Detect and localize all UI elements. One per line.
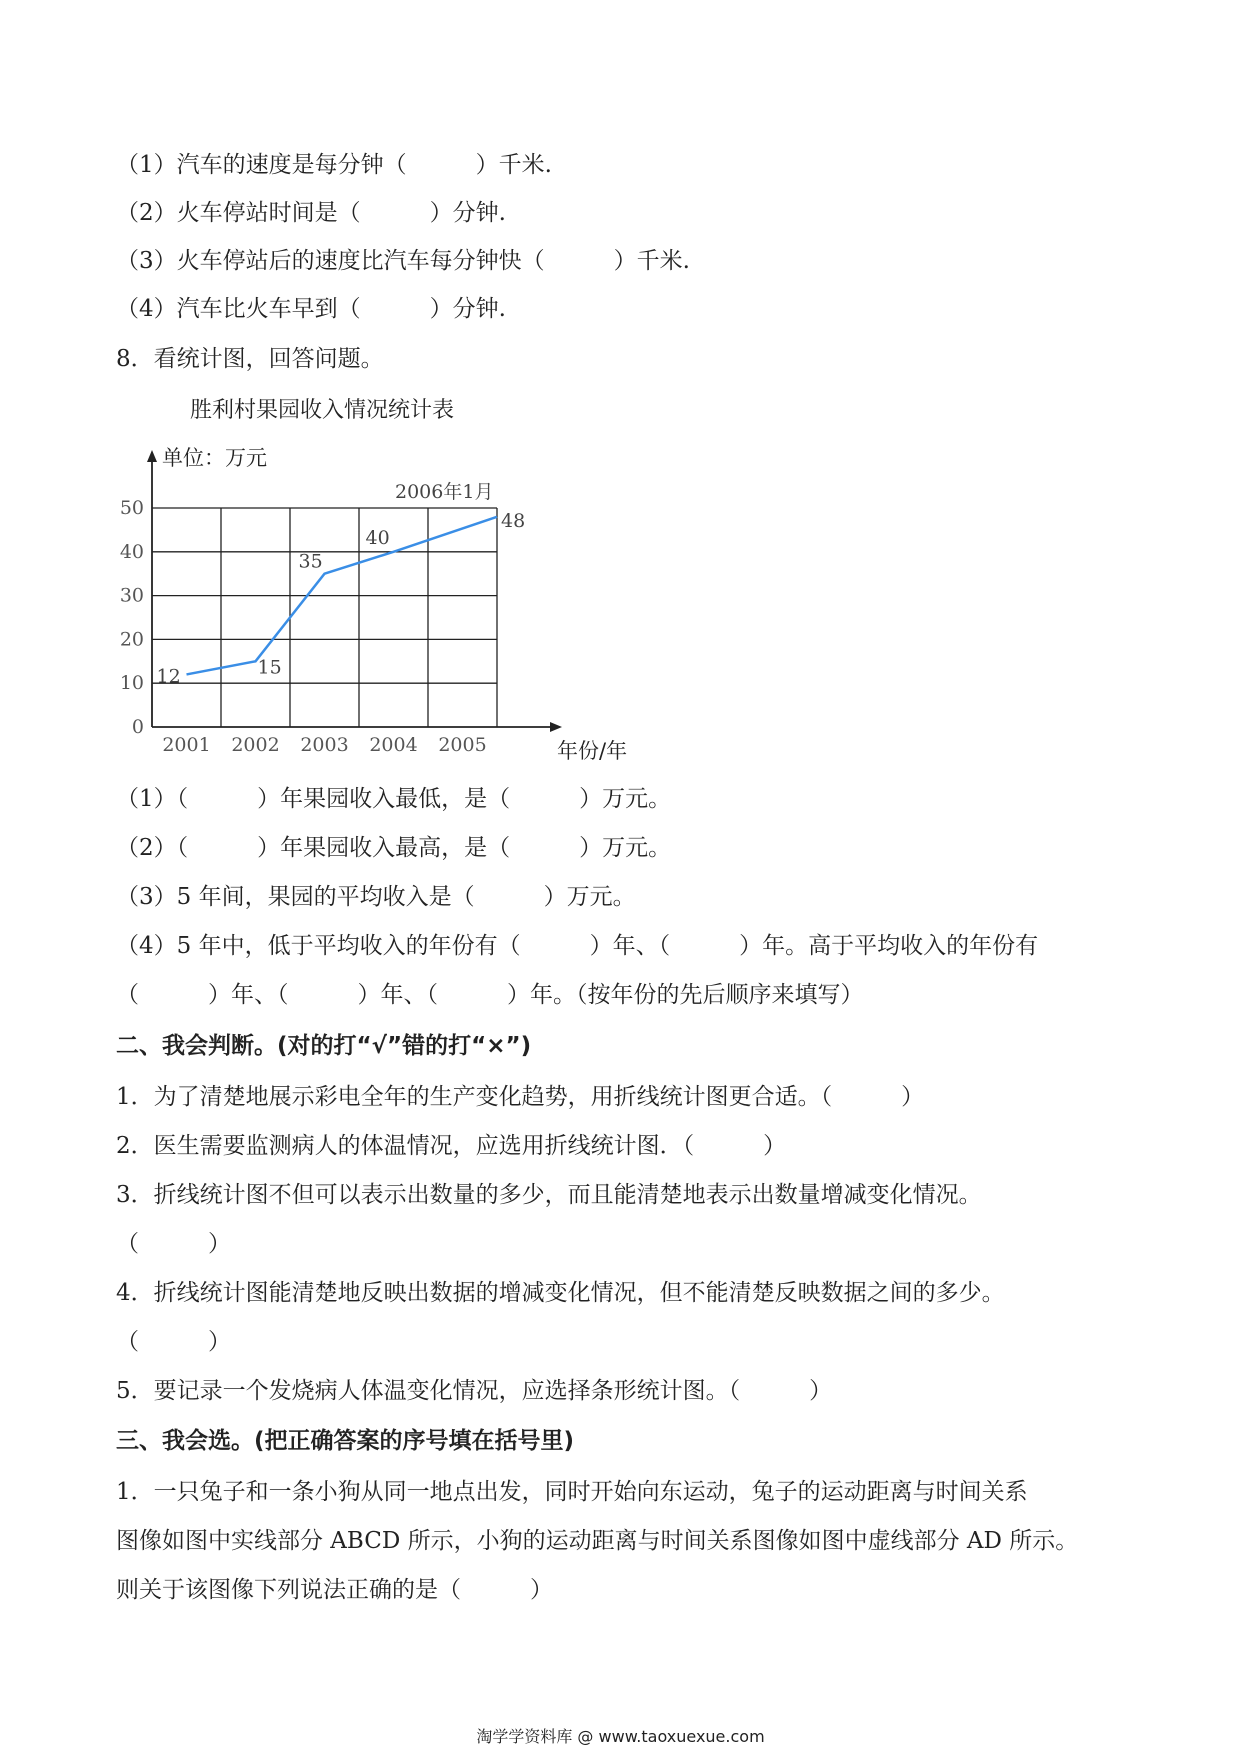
x-tick-label: 2003 [300,734,349,756]
x-tick-label: 2004 [369,734,418,756]
y-tick-label: 10 [119,672,144,695]
data-label: 40 [365,526,390,549]
chart-title: 胜利村果园收入情况统计表 [190,398,455,423]
y-tick-label: 40 [119,540,144,563]
question-line: 1．一只兔子和一条小狗从同一地点出发，同时开始向东运动，兔子的运动距离与时间关系 [116,1479,1028,1505]
question-line: （3）5 年间，果园的平均收入是（ ）万元。 [116,884,636,910]
y-axis-label: 单位：万元 [162,446,267,470]
chart-axes [147,450,562,732]
point-labels [157,510,526,688]
question-line: （3）火车停站后的速度比汽车每分钟快（ ）千米. [116,248,690,274]
y-tick-label: 50 [119,497,144,519]
answer-blank: （ ） [116,1231,231,1257]
question-line: 图像如图中实线部分 ABCD 所示，小狗的运动距离与时间关系图像如图中虚线部分 AD 所示。 [116,1528,1079,1554]
question-line: （2）火车停站时间是（ ）分钟. [116,200,506,226]
question-line: 3．折线统计图不但可以表示出数量的多少，而且能清楚地表示出数量增减变化情况。 [116,1182,982,1208]
question-line: 5．要记录一个发烧病人体温变化情况，应选择条形统计图。（ ） [116,1378,833,1404]
data-label: 48 [501,509,526,532]
x-tick-label: 2002 [231,734,280,756]
question-line: 2．医生需要监测病人的体温情况，应选用折线统计图．（ ） [116,1133,787,1159]
question-line: （ ）年、（ ）年、（ ）年。（按年份的先后顺序来填写） [116,982,864,1008]
data-label: 15 [257,656,282,679]
section-heading: 三、我会选。(把正确答案的序号填在括号里) [116,1428,575,1454]
question-line: （1）（ ）年果园收入最低，是（ ）万元。 [116,786,672,812]
line-chart [112,440,672,765]
data-label: 35 [298,550,323,573]
y-tick-label: 0 [131,716,144,738]
question-line: 则关于该图像下列说法正确的是（ ） [116,1577,553,1603]
section-heading: 二、我会判断。(对的打“√”错的打“×”) [116,1033,532,1059]
chart-ticks [120,497,487,756]
y-tick-label: 20 [119,628,144,651]
answer-blank: （ ） [116,1329,231,1355]
question-line: （2）（ ）年果园收入最高，是（ ）万元。 [116,835,672,861]
chart-grid [152,508,497,727]
x-tick-label: 2001 [162,734,211,756]
question-line: （4）5 年中，低于平均收入的年份有（ ）年、（ ）年。高于平均收入的年份有 [116,933,1039,959]
data-label: 12 [156,665,181,688]
y-axis-arrow [147,450,157,462]
x-axis-arrow [550,722,562,732]
question-line: （4）汽车比火车早到（ ）分钟. [116,296,506,322]
chart-annotation: 2006年1月 [395,481,494,503]
question-line: （1）汽车的速度是每分钟（ ）千米. [116,152,552,178]
y-tick-label: 30 [119,584,144,607]
x-tick-label: 2005 [438,734,487,756]
question-line: 1．为了清楚地展示彩电全年的生产变化趋势，用折线统计图更合适。（ ） [116,1084,925,1110]
footer-watermark: 淘学学资料库 @ www.taoxuexue.com [476,1727,765,1746]
question-line: 4．折线统计图能清楚地反映出数据的增减变化情况，但不能清楚反映数据之间的多少。 [116,1280,1005,1306]
question-8-label: 8．看统计图，回答问题。 [116,346,384,372]
x-axis-label: 年份/年 [557,739,628,763]
